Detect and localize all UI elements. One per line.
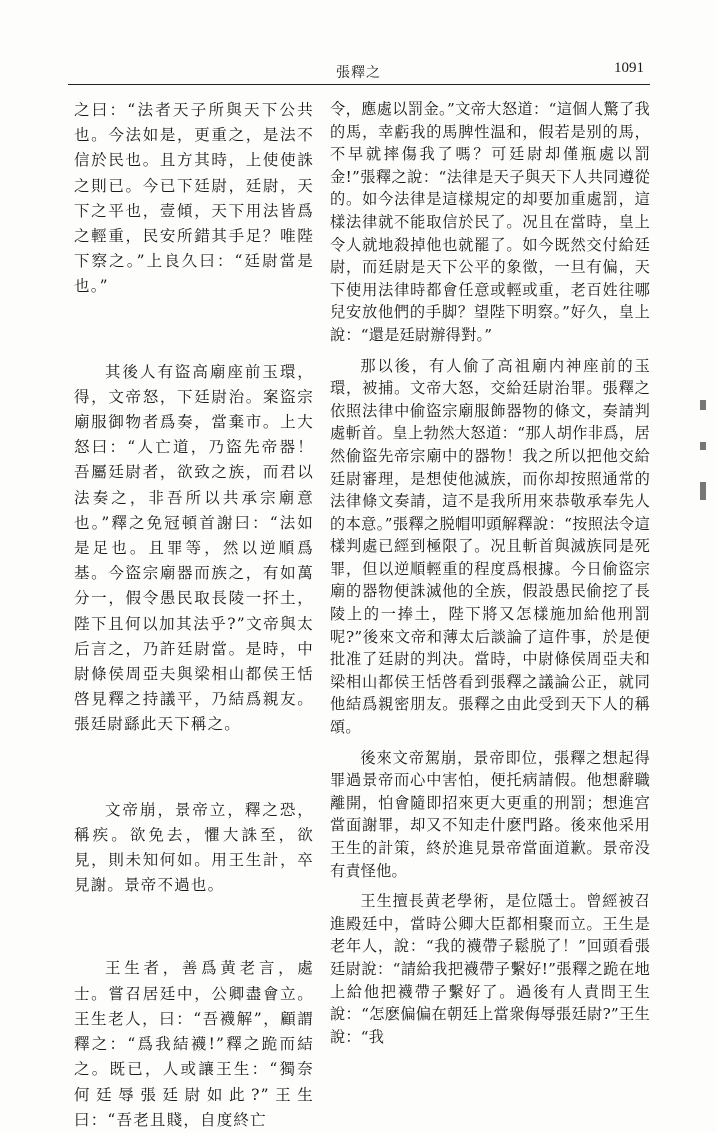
translation-paragraph: 令，應處以罰金。”文帝大怒道：“這個人驚了我的馬，幸虧我的馬脾性温和，假若是别的馬，不早就摔傷我了嗎？可廷尉却僅瓶處以罰金!”張釋之說：“法律是天子與天下人共同遵從的。如今法律是這樣規定的却要加重處罰，這樣法律就不能取信於民了。况且在當時，皇上令人就地殺掉他也就罷了。如今既然交付給廷尉，而廷尉是天下公平的象徵，一旦有偏，天下使用法律時都會任意或輕或重，老百姓往哪兒安放他們的手脚？望陛下明察。”好久，皇上說：“還是廷尉辦得對。” (330, 100, 650, 344)
margin-mark (700, 400, 706, 410)
classical-paragraph: 文帝崩，景帝立，釋之恐，稱疾。欲免去，懼大誅至，欲見，則未知何如。用王生計，卒見謝。景帝不過也。 (74, 800, 314, 895)
page-number: 1091 (614, 60, 644, 76)
margin-mark (700, 442, 706, 450)
classical-paragraph: 其後人有盜高廟座前玉環，得，文帝怒，下廷尉治。案盜宗廟服御物者爲奏，當棄市。上大怒曰：“人亡道，乃盜先帝器！吾屬廷尉者，欲致之族，而君以法奏之，非吾所以共承宗廟意也。”釋之免冠頓首謝曰：“法如是足也。且罪等，然以逆順爲基。今盜宗廟器而族之，有如萬分一，假令愚民取長陵一抔土，陛下且何以加其法乎?”文帝與太后言之，乃許廷尉當。是時，中尉條侯周亞夫與梁相山都侯王恬啓見釋之持議平，乃結爲親友。張廷尉繇此天下稱之。 (74, 362, 314, 734)
translation-paragraph: 王生擅長黄老學術，是位隱士。曾經被召進殿廷中，當時公卿大臣都相聚而立。王生是老年人，說：“我的襪帶子鬆脱了！”回頭看張廷尉說：“請給我把襪帶子繫好!”張釋之跪在地上給他把襪帶子繫好了。過後有人責問王生說：“怎麽偏偏在朝廷上當衆侮辱張廷尉?”王生說：“我 (330, 892, 650, 1046)
classical-paragraph: 王生者，善爲黄老言，處士。嘗召居廷中，公卿盡會立。王生老人，曰：“吾襪解”，顧謂釋之：“爲我結襪!”釋之跪而結之。既已，人或讓王生：“獨奈何廷辱張廷尉如此?”王生曰：“吾老且賤，自度終亡 (74, 959, 314, 1129)
section-title: 張釋之 (336, 65, 381, 81)
translation-paragraph: 那以後，有人偷了高祖廟内神座前的玉環，被捕。文帝大怒，交給廷尉治罪。張釋之依照法律中偷盜宗廟服飾器物的條文，奏請判處斬首。皇上勃然大怒道：“那人胡作非爲，居然偷盜先帝宗廟中的器物！我之所以把他交給廷尉審理，是想使他滅族，而你却按照通常的法律條文奏請，這不是我所用來恭敬承奉先人的本意。”張釋之脱帽叩頭解釋說：“按照法令這樣判處已經到極限了。况且斬首與滅族同是死罪，但以逆順輕重的程度爲根據。今日偷盜宗廟的器物便誅滅他的全族，假設愚民偷挖了長陵上的一捧土，陛下將又怎樣施加給他刑罰呢?”後來文帝和薄太后談論了這件事，於是便批准了廷尉的判决。當時，中尉條侯周亞夫和梁相山都侯王恬啓看到張釋之議論公正，就同他結爲親密朋友。張釋之由此受到天下人的稱頌。 (330, 356, 650, 737)
classical-text-column (74, 98, 314, 1133)
margin-mark (700, 482, 706, 500)
header-rule (68, 84, 650, 85)
page-header (68, 58, 648, 84)
translation-paragraph: 後來文帝駕崩，景帝即位，張釋之想起得罪過景帝而心中害怕，便托病請假。他想辭職離開，怕會隨即招來更大更重的刑罰；想進宫當面謝罪，却又不知走什麽門路。後來他采用王生的計策，終於進見景帝當面道歉。景帝没有責怪他。 (330, 748, 650, 880)
classical-paragraph: 之曰：“法者天子所與天下公共也。今法如是，更重之，是法不信於民也。且方其時，上使使誅之則已。今已下廷尉，廷尉，天下之平也，壹傾，天下用法皆爲之輕重，民安所錯其手足？唯陛下察之。”上良久曰：“廷尉當是也。” (74, 101, 314, 296)
modern-translation-column (330, 98, 650, 1048)
